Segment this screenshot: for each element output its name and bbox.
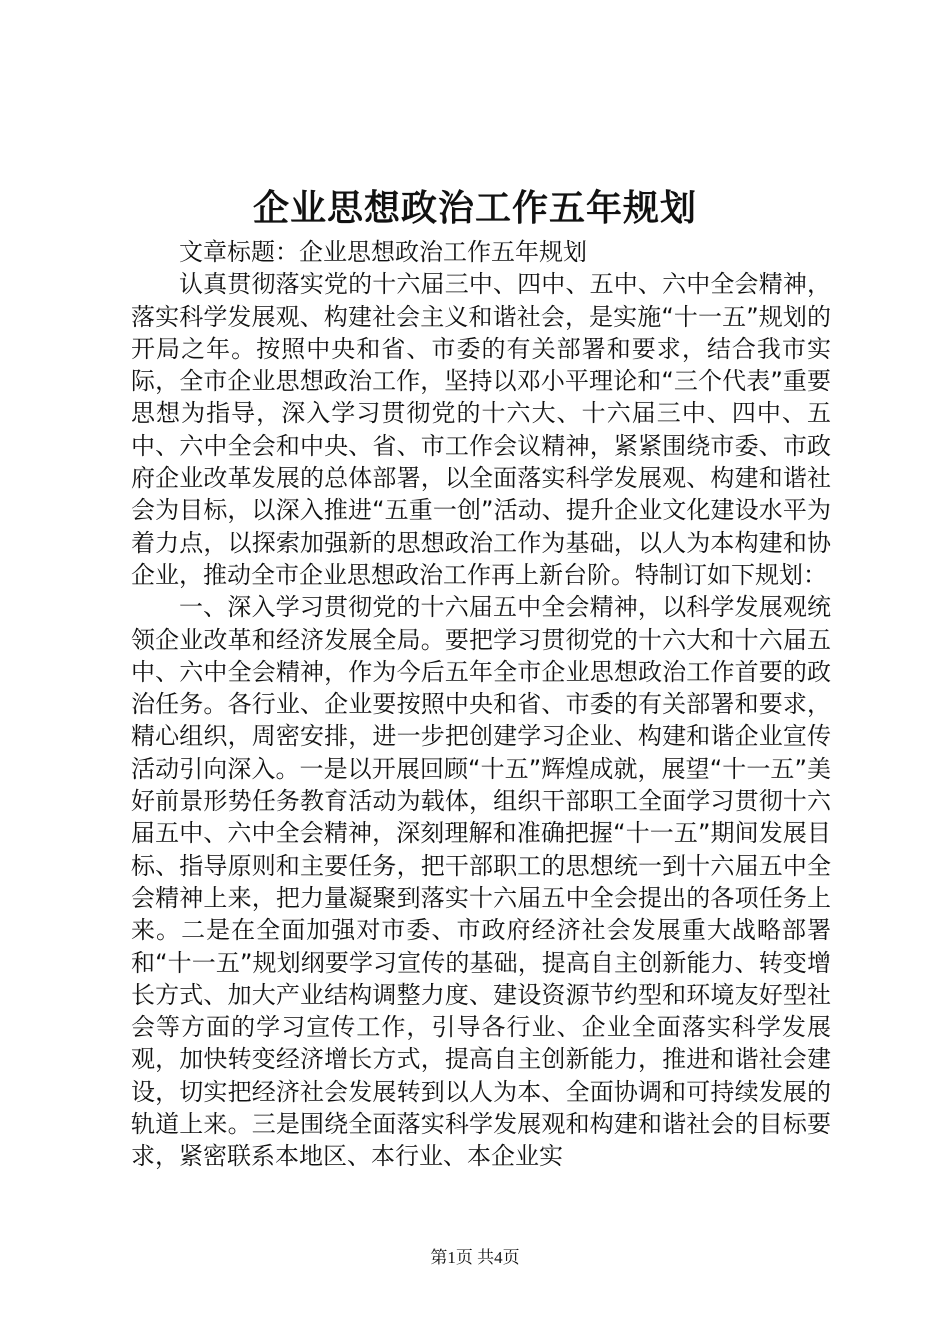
article-title-line: 文章标题：企业思想政治工作五年规划 (179, 238, 587, 266)
page-number-footer: 第1页 共4页 (430, 1248, 520, 1267)
document-body (131, 236, 831, 1173)
paragraph: 一、深入学习贯彻党的十六届五中全会精神，以科学发展观统领企业改革和经济发展全局。要把学习贯彻党的十六大和十六届五中、六中全会精神，作为今后五年全市企业思想政治工作首要的政治任务。各行业、企业要按照中央和省、市委的有关部署和要求，精心组织，周密安排，进一步把创建学习企业、构建和谐企业宣传活动引向深入。一是以开展回顾“十五”辉煌成就，展望“十一五”美好前景形势任务教育活动为载体，组织干部职工全面学习贯彻十六届五中、六中全会精神，深刻理解和准确把握“十一五”期间发展目标、指导原则和主要任务，把干部职工的思想统一到十六届五中全会精神上来，把力量凝聚到落实十六届五中全会提出的各项任务上来。二是在全面加强对市委、市政府经济社会发展重大战略部署和“十一五”规划纲要学习宣传的基础，提高自主创新能力、转变增长方式、加大产业结构调整力度、建设资源节约型和环境友好型社会等方面的学习宣传工作，引导各行业、企业全面落实科学发展观，加快转变经济增长方式，提高自主创新能力，推进和谐社会建设，切实把经济社会发展转到以人为本、全面协调和可持续发展的轨道上来。三是围绕全面落实科学发展观和构建和谐社会的目标要求，紧密联系本地区、本行业、本企业实 (131, 593, 831, 1171)
paragraph: 认真贯彻落实党的十六届三中、四中、五中、六中全会精神，落实科学发展观、构建社会主义和谐社会，是实施“十一五”规划的开局之年。按照中央和省、市委的有关部署和要求，结合我市实际，全市企业思想政治工作，坚持以邓小平理论和“三个代表”重要思想为指导，深入学习贯彻党的十六大、十六届三中、四中、五中、六中全会和中央、省、市工作会议精神，紧紧围绕市委、市政府企业改革发展的总体部署，以全面落实科学发展观、构建和谐社会为目标，以深入推进“五重一创”活动、提升企业文化建设水平为着力点，以探索加强新的思想政治工作为基础，以人为本构建和协企业，推动全市企业思想政治工作再上新台阶。特制订如下规划： (131, 270, 831, 589)
document-title: 企业思想政治工作五年规划 (252, 187, 697, 229)
